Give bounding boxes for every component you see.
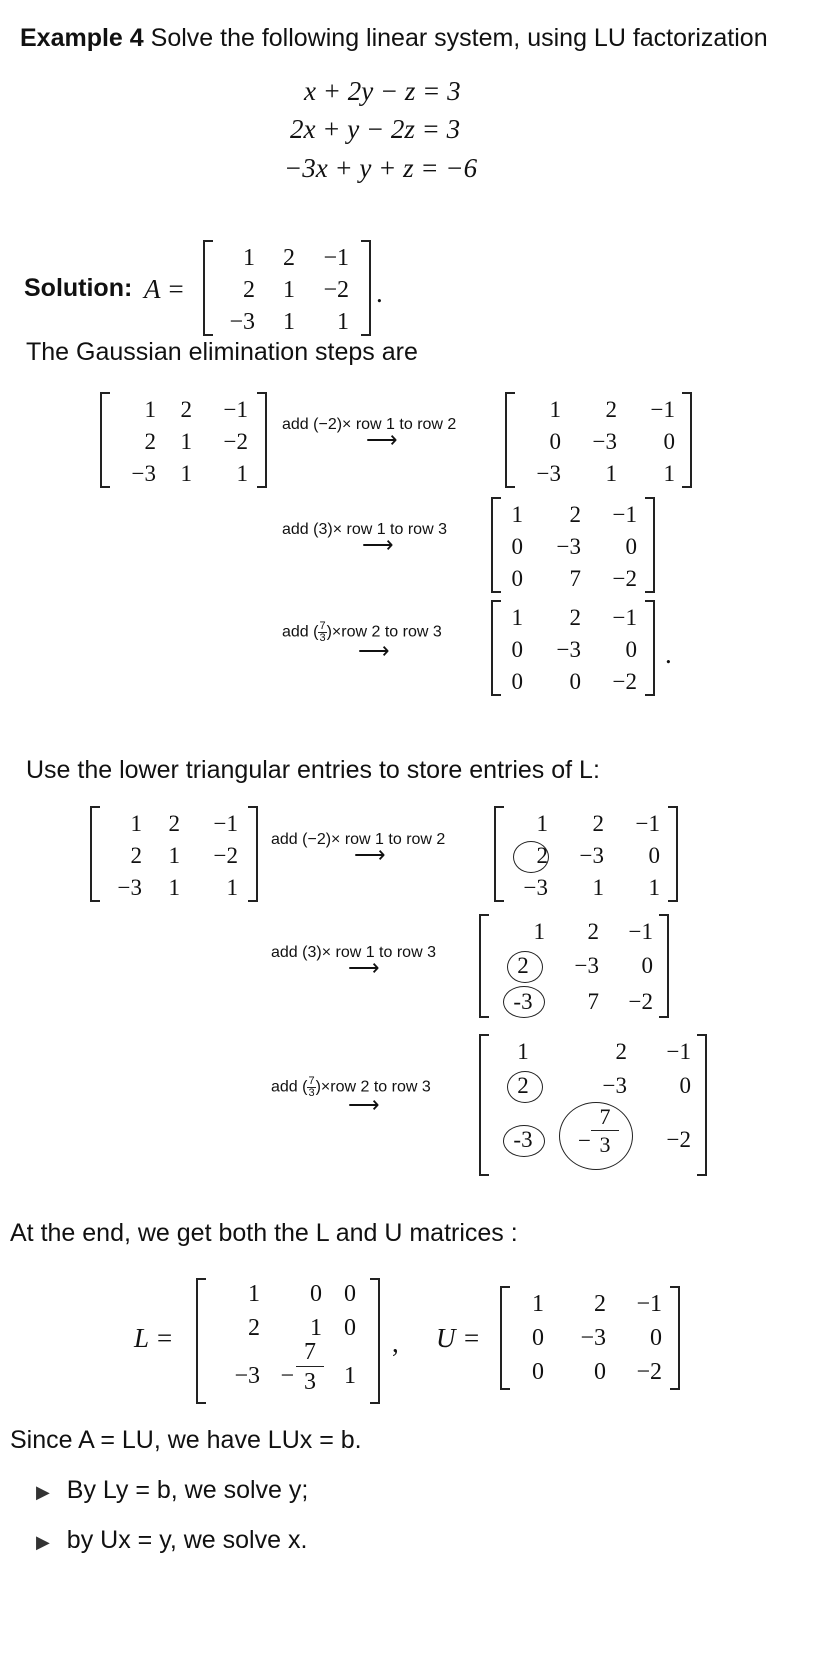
op-row2-to-row3: add ( $\frac{7}{3}$ )×row 2 to row 3 xyxy=(282,620,442,644)
arrow-icon: ⟶ xyxy=(348,955,380,980)
gauss-step2-matrix: 1 2 −1 0 −3 0 0 7 −2 xyxy=(491,497,655,593)
stored-multiplier-circle xyxy=(507,1071,543,1103)
arrow-icon: ⟶ xyxy=(358,638,390,663)
arrow-icon: ⟶ xyxy=(354,842,386,867)
lop-row1-to-row3: add (3)× row 1 to row 3 xyxy=(271,944,436,961)
gauss-matrix-a: 1 2 −1 2 1 −2 −3 1 1 xyxy=(100,392,267,488)
stored-multiplier-circle xyxy=(503,986,545,1018)
lu-step1-matrix: 1 2 −1 2 −3 0 −3 1 1 xyxy=(494,806,678,902)
lop-row2-to-row3: add ( $\frac{7}{3}$ )×row 2 to row 3 xyxy=(271,1075,431,1099)
matrix-l: 1 0 0 2 1 0 −3 − 7 3 1 xyxy=(196,1278,380,1404)
matrix-a: 1 2 −1 2 1 −2 −3 1 1 xyxy=(203,240,371,336)
equation-3: −3x + y + z = −6 xyxy=(284,153,478,183)
lu-matrix-a: 1 2 −1 2 1 −2 −3 1 1 xyxy=(90,806,258,902)
lu-step2-matrix: 1 2 −1 2 −3 0 -3 7 −2 xyxy=(479,914,669,1018)
arrow-icon: ⟶ xyxy=(366,427,398,452)
a-symbol: A = xyxy=(144,274,185,304)
stored-multiplier-circle xyxy=(559,1102,633,1170)
example-label: Example 4 xyxy=(20,24,144,52)
arrow-icon: ⟶ xyxy=(348,1092,380,1117)
op-row1-to-row2: add (−2)× row 1 to row 2 xyxy=(282,416,457,433)
gauss-step3-matrix: 1 2 −1 0 −3 0 0 0 −2 xyxy=(491,600,655,696)
arrow-icon: ⟶ xyxy=(362,532,394,557)
bullet-item: ▶ by Ux = y, we solve x. xyxy=(36,1526,308,1554)
equation-2: 2x + y − 2z = 3 xyxy=(290,114,461,144)
example-text: Solve the following linear system, using LU factorization xyxy=(150,24,768,52)
gaussian-heading: The Gaussian elimination steps are xyxy=(26,338,418,366)
end-heading: At the end, we get both the L and U matrices : xyxy=(10,1219,518,1247)
stored-multiplier-circle xyxy=(513,841,549,873)
period-step3: . xyxy=(665,639,672,669)
example-title xyxy=(20,26,768,51)
l-symbol: L = xyxy=(134,1323,174,1353)
solution-label: Solution: xyxy=(24,274,133,302)
lu-step3-matrix: 1 2 −1 2 −3 0 -3 − 7 3 −2 xyxy=(479,1034,707,1176)
period-a: . xyxy=(376,278,383,308)
matrix-u: 1 2 −1 0 −3 0 0 0 −2 xyxy=(500,1286,680,1390)
lower-triangular-heading: Use the lower triangular entries to store entries of L: xyxy=(26,756,600,784)
bullet-item: ▶ By Ly = b, we solve y; xyxy=(36,1476,309,1504)
op-row1-to-row3: add (3)× row 1 to row 3 xyxy=(282,521,447,538)
lop-row1-to-row2: add (−2)× row 1 to row 2 xyxy=(271,831,446,848)
comma: , xyxy=(392,1328,399,1358)
equation-1: x + 2y − z = 3 xyxy=(304,76,461,106)
u-symbol: U = xyxy=(436,1323,481,1353)
gauss-step1-matrix: 1 2 −1 0 −3 0 −3 1 1 xyxy=(505,392,692,488)
fraction-seven-thirds: 7 3 xyxy=(296,1340,324,1394)
stored-multiplier-circle xyxy=(503,1125,545,1157)
since-line: Since A = LU, we have LUx = b. xyxy=(10,1426,362,1454)
triangle-bullet-icon: ▶ xyxy=(36,1482,50,1502)
triangle-bullet-icon: ▶ xyxy=(36,1532,50,1552)
fraction-seven-thirds: 7 3 xyxy=(591,1106,619,1156)
stored-multiplier-circle xyxy=(507,951,543,983)
